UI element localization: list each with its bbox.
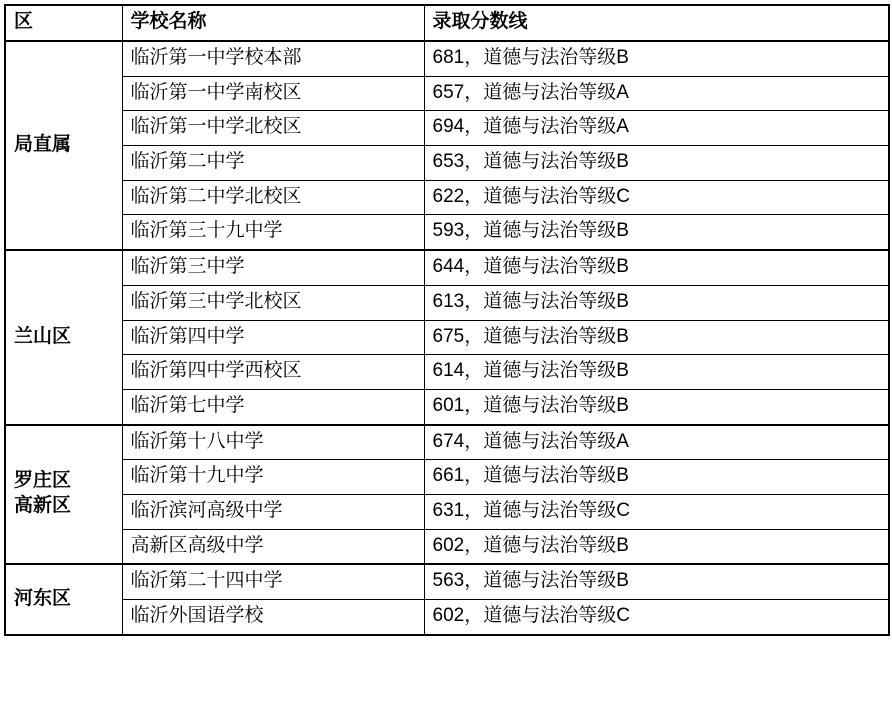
school-name-cell: 临沂第三中学北校区 (122, 285, 424, 320)
table-row (5, 250, 889, 285)
school-name-cell: 临沂第三中学 (122, 250, 424, 285)
school-name-cell: 临沂第二十四中学 (122, 564, 424, 599)
table-row (5, 564, 889, 599)
table-row (5, 215, 889, 250)
score-cell: 681，道德与法治等级B (424, 41, 889, 76)
district-cell (5, 250, 122, 424)
score-cell: 593，道德与法治等级B (424, 215, 889, 250)
table-row (5, 460, 889, 495)
score-cell: 622，道德与法治等级C (424, 180, 889, 215)
column-header-district: 区 (5, 5, 122, 41)
district-cell (5, 564, 122, 634)
school-name-cell: 临沂第四中学 (122, 320, 424, 355)
table-header (5, 5, 889, 41)
table-row (5, 355, 889, 390)
school-name-cell: 临沂滨河高级中学 (122, 494, 424, 529)
school-name-cell: 临沂第十八中学 (122, 425, 424, 460)
district-cell (5, 41, 122, 250)
table-row (5, 41, 889, 76)
score-cell: 644，道德与法治等级B (424, 250, 889, 285)
score-cell: 653，道德与法治等级B (424, 146, 889, 181)
table-row (5, 146, 889, 181)
district-label: 罗庄区 (14, 470, 72, 492)
score-cell: 602，道德与法治等级C (424, 600, 889, 635)
score-cell: 613，道德与法治等级B (424, 285, 889, 320)
school-name-cell: 临沂外国语学校 (122, 600, 424, 635)
school-name-cell: 临沂第一中学南校区 (122, 76, 424, 111)
score-cell: 674，道德与法治等级A (424, 425, 889, 460)
score-cell: 675，道德与法治等级B (424, 320, 889, 355)
score-cell: 614，道德与法治等级B (424, 355, 889, 390)
district-label: 高新区 (14, 494, 72, 516)
school-name-cell: 高新区高级中学 (122, 529, 424, 564)
table-row (5, 180, 889, 215)
table-row (5, 425, 889, 460)
table-row (5, 494, 889, 529)
score-cell: 563，道德与法治等级B (424, 564, 889, 599)
score-cell: 657，道德与法治等级A (424, 76, 889, 111)
school-name-cell: 临沂第一中学北校区 (122, 111, 424, 146)
score-cell: 694，道德与法治等级A (424, 111, 889, 146)
table-row (5, 389, 889, 424)
school-name-cell: 临沂第二中学 (122, 146, 424, 181)
district-cell (5, 425, 122, 565)
school-name-cell: 临沂第七中学 (122, 389, 424, 424)
table-row (5, 600, 889, 635)
table-row (5, 320, 889, 355)
school-name-cell: 临沂第二中学北校区 (122, 180, 424, 215)
column-header-school: 学校名称 (122, 5, 424, 41)
table-row (5, 529, 889, 564)
table-row (5, 76, 889, 111)
district-label: 兰山区 (14, 325, 72, 347)
table-body (5, 41, 889, 635)
table-row (5, 111, 889, 146)
school-name-cell: 临沂第十九中学 (122, 460, 424, 495)
school-name-cell: 临沂第三十九中学 (122, 215, 424, 250)
score-cell: 602，道德与法治等级B (424, 529, 889, 564)
column-header-score: 录取分数线 (424, 5, 889, 41)
school-name-cell: 临沂第四中学西校区 (122, 355, 424, 390)
score-cell: 661，道德与法治等级B (424, 460, 889, 495)
district-label: 局直属 (14, 133, 72, 155)
score-cell: 601，道德与法治等级B (424, 389, 889, 424)
score-cell: 631，道德与法治等级C (424, 494, 889, 529)
school-name-cell: 临沂第一中学校本部 (122, 41, 424, 76)
table-row (5, 285, 889, 320)
table-header-row (5, 5, 889, 41)
admission-score-table (4, 4, 890, 636)
district-label: 河东区 (14, 587, 72, 609)
